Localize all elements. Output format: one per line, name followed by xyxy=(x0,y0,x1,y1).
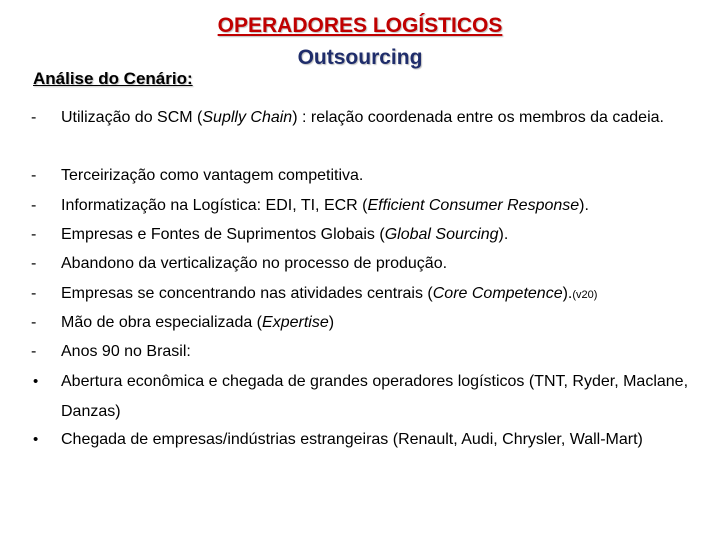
text-run: ) xyxy=(328,314,335,331)
dash-marker: - xyxy=(31,314,37,331)
reference-note: (v20) xyxy=(572,289,598,301)
text-run: Abertura econômica e chegada de grandes operadores logísticos (TNT, Ryder, Maclane, Danzas) xyxy=(61,373,689,420)
text-run: Chegada de empresas/indústrias estrangeiras (Renault, Audi, Chrysler, Wall-Mart) xyxy=(61,431,643,448)
dash-marker: - xyxy=(31,285,37,302)
dash-marker: - xyxy=(31,255,37,272)
list-item-text xyxy=(61,161,701,191)
list-item-text xyxy=(61,308,701,338)
bullet-marker: • xyxy=(33,431,39,448)
bullet-marker: • xyxy=(33,373,39,390)
text-run: Utilização do SCM ( xyxy=(61,109,203,126)
text-run: Anos 90 no Brasil: xyxy=(61,343,191,360)
slide-subtitle: Outsourcing xyxy=(297,46,423,69)
text-run: Suplly Chain xyxy=(202,109,293,126)
dash-marker: - xyxy=(31,343,37,360)
section-heading: Análise do Cenário: xyxy=(33,69,193,88)
text-run: Informatização na Logística: EDI, TI, ECR ( xyxy=(61,197,368,214)
text-run: Global Sourcing xyxy=(384,226,499,243)
text-run: Expertise xyxy=(262,314,329,331)
list-item-text xyxy=(61,249,701,279)
text-run: Abandono da verticalização no processo de produção. xyxy=(61,255,448,272)
list-item-text xyxy=(61,425,701,455)
text-run: Mão de obra especializada ( xyxy=(61,314,263,331)
text-run: Empresas e Fontes de Suprimentos Globais ( xyxy=(61,226,385,243)
text-run: ) : relação coordenada entre os membros da cadeia. xyxy=(292,109,664,126)
list-item-text xyxy=(61,103,701,133)
list-item-text xyxy=(61,220,701,250)
text-run: Core Competence xyxy=(432,285,563,302)
list-item-text xyxy=(61,367,701,426)
text-run: ). xyxy=(579,197,589,214)
dash-marker: - xyxy=(31,109,37,126)
text-run: Efficient Consumer Response xyxy=(367,197,580,214)
text-run: Empresas se concentrando nas atividades centrais ( xyxy=(61,285,433,302)
list-item-text xyxy=(61,191,701,221)
dash-marker: - xyxy=(31,197,37,214)
text-run: Terceirização como vantagem competitiva. xyxy=(61,167,364,184)
list-item-text xyxy=(61,279,701,311)
text-run: ). xyxy=(562,285,573,302)
text-run: ). xyxy=(498,226,509,243)
dash-marker: - xyxy=(31,226,37,243)
dash-marker: - xyxy=(31,167,37,184)
slide-title: OPERADORES LOGÍSTICOS xyxy=(217,14,503,37)
list-item-text xyxy=(61,337,701,367)
